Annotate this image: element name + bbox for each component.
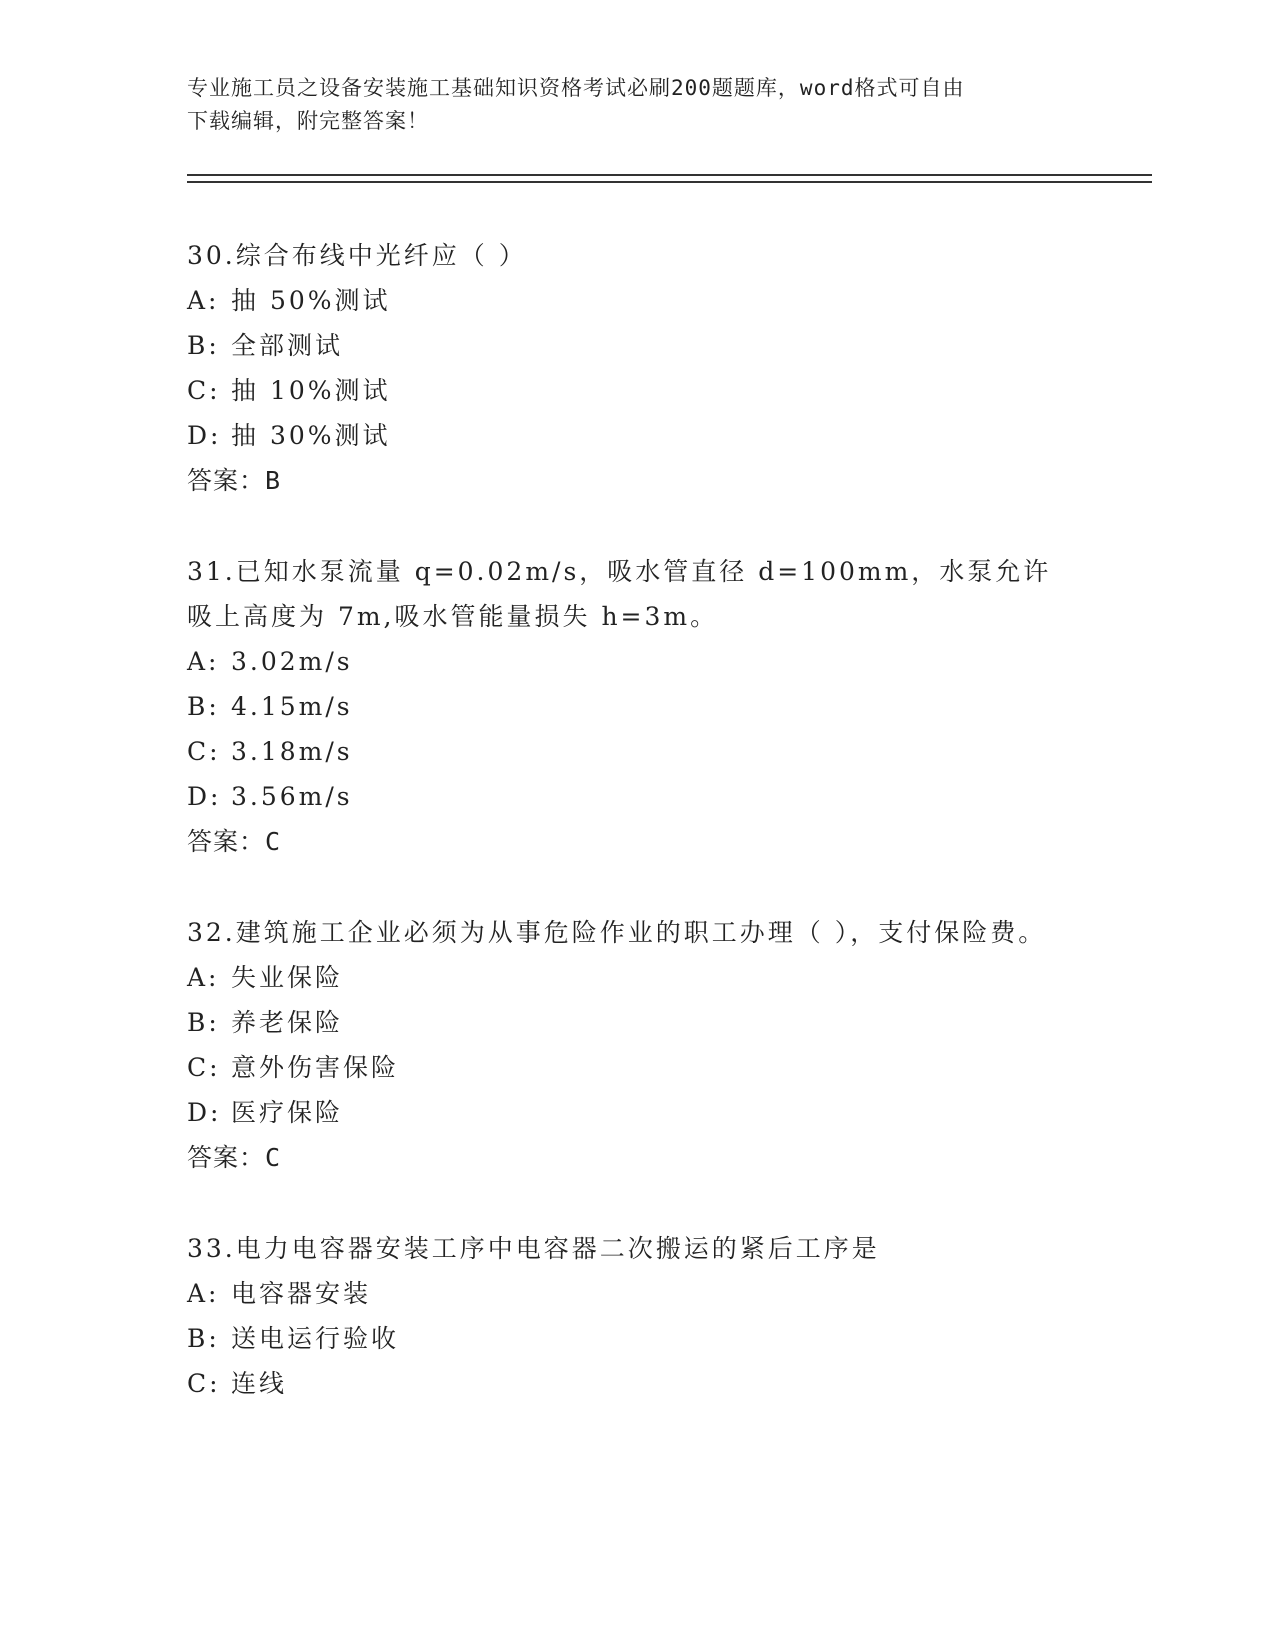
option-key: D:: [187, 1098, 222, 1127]
option-key: A:: [187, 963, 220, 992]
option-text: 抽 30%测试: [231, 421, 391, 450]
option-key: B:: [187, 692, 220, 721]
answer: 答案：C: [187, 827, 282, 856]
option-c: [187, 1045, 1067, 1090]
option-c: [187, 729, 1067, 774]
option-text: 抽 10%测试: [231, 376, 391, 405]
option-text: 失业保险: [231, 963, 344, 992]
option-a: [187, 1271, 1067, 1316]
option-text: 养老保险: [231, 1008, 344, 1037]
option-b: [187, 1000, 1067, 1045]
question-30: [187, 233, 1067, 503]
question-33: [187, 1226, 1067, 1406]
answer: 答案：C: [187, 1143, 282, 1172]
header-line-1: 专业施工员之设备安装施工基础知识资格考试必刷200题题库，word格式可自由: [187, 76, 965, 100]
option-key: B:: [187, 1008, 220, 1037]
question-list: [187, 233, 1067, 1452]
option-a: [187, 955, 1067, 1000]
option-c: [187, 1361, 1067, 1406]
option-key: D:: [187, 421, 222, 450]
option-text: 全部测试: [231, 331, 344, 360]
option-key: D:: [187, 782, 222, 811]
document-header: [187, 72, 1067, 138]
option-key: B:: [187, 1324, 220, 1353]
option-text: 医疗保险: [231, 1098, 344, 1127]
option-text: 连线: [231, 1369, 288, 1398]
option-key: C:: [187, 1369, 221, 1398]
header-rule-top: [187, 174, 1152, 176]
question-text: 32.建筑施工企业必须为从事危险作业的职工办理（ ），支付保险费。: [187, 918, 1047, 947]
option-key: B:: [187, 331, 220, 360]
option-key: A:: [187, 1279, 220, 1308]
option-text: 3.18m/s: [231, 737, 353, 766]
option-c: [187, 368, 1067, 413]
answer: 答案：B: [187, 466, 282, 495]
question-text: 33.电力电容器安装工序中电容器二次搬运的紧后工序是: [187, 1234, 880, 1263]
option-d: [187, 413, 1067, 458]
option-b: [187, 684, 1067, 729]
option-text: 3.56m/s: [231, 782, 353, 811]
question-31: [187, 549, 1067, 864]
option-a: [187, 639, 1067, 684]
question-32: [187, 910, 1067, 1180]
option-a: [187, 278, 1067, 323]
option-text: 送电运行验收: [231, 1324, 400, 1353]
header-rule-bottom: [187, 181, 1152, 183]
option-key: C:: [187, 376, 221, 405]
option-text: 抽 50%测试: [231, 286, 391, 315]
option-b: [187, 1316, 1067, 1361]
option-key: A:: [187, 286, 220, 315]
option-text: 电容器安装: [231, 1279, 372, 1308]
question-text: 30.综合布线中光纤应（ ）: [187, 241, 527, 270]
option-text: 3.02m/s: [231, 647, 353, 676]
option-key: C:: [187, 737, 221, 766]
question-text: 31.已知水泵流量 q=0.02m/s，吸水管直径 d=100mm，水泵允许吸上高度为 7m,吸水管能量损失 h=3m。: [187, 557, 1052, 631]
option-key: C:: [187, 1053, 221, 1082]
header-line-2: 下载编辑，附完整答案！: [187, 109, 429, 133]
option-d: [187, 1090, 1067, 1135]
option-text: 意外伤害保险: [231, 1053, 400, 1082]
option-key: A:: [187, 647, 220, 676]
option-text: 4.15m/s: [231, 692, 353, 721]
option-d: [187, 774, 1067, 819]
option-b: [187, 323, 1067, 368]
